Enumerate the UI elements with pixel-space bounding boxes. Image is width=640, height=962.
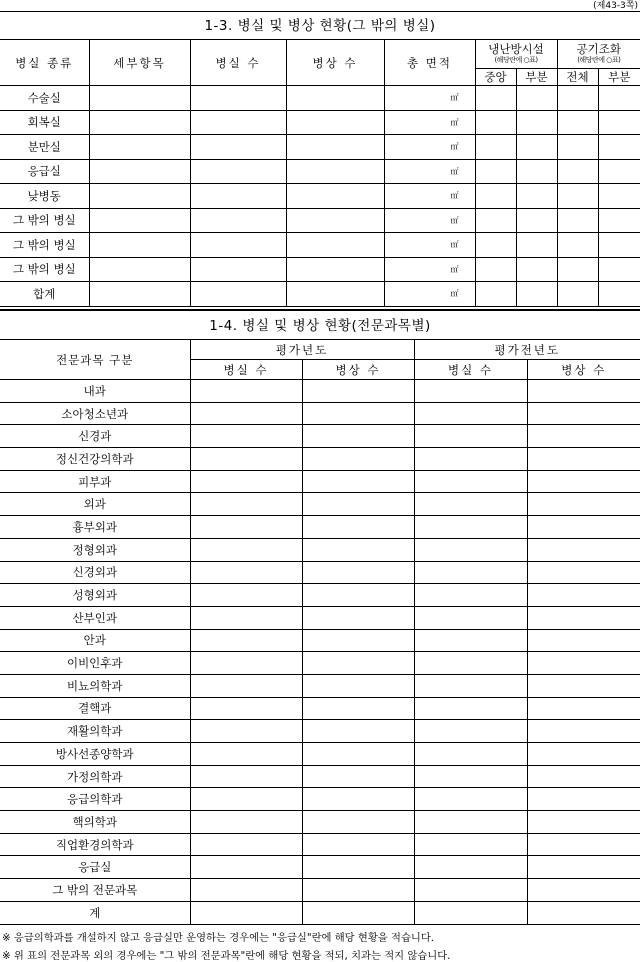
entry-cell[interactable]: [598, 208, 640, 233]
specialty-label: 외과: [0, 493, 190, 516]
entry-cell[interactable]: [190, 470, 302, 493]
entry-cell[interactable]: [414, 697, 527, 720]
entry-cell[interactable]: [414, 561, 527, 584]
entry-cell[interactable]: [190, 233, 286, 258]
entry-cell[interactable]: [527, 652, 640, 675]
specialty-row: [0, 720, 640, 743]
entry-cell[interactable]: [190, 652, 302, 675]
entry-cell[interactable]: [89, 86, 190, 111]
entry-cell[interactable]: [414, 380, 527, 403]
header-whole: 전체: [557, 69, 598, 86]
entry-cell[interactable]: [527, 538, 640, 561]
specialty-row: [0, 470, 640, 493]
entry-cell[interactable]: [190, 811, 302, 834]
entry-cell[interactable]: [527, 674, 640, 697]
entry-cell[interactable]: [414, 833, 527, 856]
entry-cell[interactable]: [414, 448, 527, 471]
room-type-label: 수술실: [0, 86, 89, 111]
entry-cell[interactable]: [516, 208, 557, 233]
specialty-label: 계: [0, 901, 190, 924]
specialty-row: [0, 448, 640, 471]
entry-cell[interactable]: [516, 257, 557, 282]
entry-cell[interactable]: [475, 282, 516, 307]
entry-cell[interactable]: [516, 282, 557, 307]
specialty-row: [0, 833, 640, 856]
page-number: (제43-3쪽): [593, 1, 638, 11]
entry-cell[interactable]: [475, 86, 516, 111]
entry-cell[interactable]: [190, 561, 302, 584]
entry-cell[interactable]: [190, 493, 302, 516]
entry-cell[interactable]: [286, 282, 384, 307]
entry-cell[interactable]: [302, 448, 414, 471]
entry-cell[interactable]: [89, 233, 190, 258]
entry-cell[interactable]: [286, 257, 384, 282]
specialty-label: 비뇨의학과: [0, 674, 190, 697]
entry-cell[interactable]: [527, 879, 640, 902]
entry-cell[interactable]: [302, 833, 414, 856]
entry-cell[interactable]: [475, 184, 516, 209]
entry-cell[interactable]: [302, 629, 414, 652]
entry-cell[interactable]: [414, 901, 527, 924]
entry-cell[interactable]: [598, 184, 640, 209]
total-area-cell[interactable]: ㎡: [384, 282, 475, 307]
entry-cell[interactable]: [89, 159, 190, 184]
entry-cell[interactable]: [516, 135, 557, 160]
entry-cell[interactable]: [302, 402, 414, 425]
specialty-label: 내과: [0, 380, 190, 403]
specialty-label: 산부인과: [0, 606, 190, 629]
specialty-row: [0, 629, 640, 652]
entry-cell[interactable]: [190, 743, 302, 766]
entry-cell[interactable]: [516, 233, 557, 258]
room-type-row: [0, 135, 640, 160]
entry-cell[interactable]: [89, 282, 190, 307]
entry-cell[interactable]: [414, 652, 527, 675]
entry-cell[interactable]: [475, 257, 516, 282]
header-partial: 부분: [516, 69, 557, 86]
entry-cell[interactable]: [557, 159, 598, 184]
entry-cell[interactable]: [414, 720, 527, 743]
specialty-row: [0, 516, 640, 539]
total-area-cell[interactable]: ㎡: [384, 86, 475, 111]
entry-cell[interactable]: [286, 208, 384, 233]
entry-cell[interactable]: [475, 110, 516, 135]
header-air-label: 공기조화: [576, 42, 621, 56]
entry-cell[interactable]: [190, 282, 286, 307]
header-prev-year: 평가전년도: [414, 340, 640, 360]
entry-cell[interactable]: [414, 765, 527, 788]
entry-cell[interactable]: [475, 233, 516, 258]
entry-cell[interactable]: [190, 720, 302, 743]
entry-cell[interactable]: [516, 184, 557, 209]
specialty-row: [0, 402, 640, 425]
entry-cell[interactable]: [516, 110, 557, 135]
entry-cell[interactable]: [475, 159, 516, 184]
entry-cell[interactable]: [286, 184, 384, 209]
room-type-label: 회복실: [0, 110, 89, 135]
entry-cell[interactable]: [302, 516, 414, 539]
room-type-table: [0, 39, 640, 307]
entry-cell[interactable]: [598, 86, 640, 111]
entry-cell[interactable]: [527, 901, 640, 924]
entry-cell[interactable]: [414, 584, 527, 607]
entry-cell[interactable]: [414, 788, 527, 811]
entry-cell[interactable]: [302, 811, 414, 834]
entry-cell[interactable]: [302, 879, 414, 902]
specialty-label: 신경과: [0, 425, 190, 448]
entry-cell[interactable]: [302, 606, 414, 629]
specialty-row: [0, 606, 640, 629]
entry-cell[interactable]: [190, 856, 302, 879]
specialty-table: [0, 339, 640, 925]
specialty-label: 성형외과: [0, 584, 190, 607]
entry-cell[interactable]: [286, 159, 384, 184]
entry-cell[interactable]: [414, 811, 527, 834]
entry-cell[interactable]: [302, 652, 414, 675]
specialty-row: [0, 901, 640, 924]
room-type-label: 그 밖의 병실: [0, 208, 89, 233]
entry-cell[interactable]: [557, 208, 598, 233]
entry-cell[interactable]: [302, 765, 414, 788]
entry-cell[interactable]: [557, 86, 598, 111]
total-area-cell[interactable]: ㎡: [384, 208, 475, 233]
entry-cell[interactable]: [190, 448, 302, 471]
entry-cell[interactable]: [516, 86, 557, 111]
header-eval-room-count: 병실 수: [190, 360, 302, 380]
section2-title: 1-4. 병실 및 병상 현황(전문과목별): [209, 318, 431, 334]
entry-cell[interactable]: [527, 811, 640, 834]
entry-cell[interactable]: [598, 233, 640, 258]
entry-cell[interactable]: [527, 470, 640, 493]
header-partial2: 부분: [598, 69, 640, 86]
room-type-label: 낮병동: [0, 184, 89, 209]
header-central: 중앙: [475, 69, 516, 86]
entry-cell[interactable]: [475, 135, 516, 160]
specialty-label: 가정의학과: [0, 765, 190, 788]
entry-cell[interactable]: [414, 493, 527, 516]
entry-cell[interactable]: [527, 561, 640, 584]
entry-cell[interactable]: [286, 233, 384, 258]
specialty-label: 흉부외과: [0, 516, 190, 539]
specialty-row: [0, 380, 640, 403]
entry-cell[interactable]: [527, 425, 640, 448]
entry-cell[interactable]: [527, 720, 640, 743]
specialty-label: 응급실: [0, 856, 190, 879]
entry-cell[interactable]: [527, 448, 640, 471]
room-type-label: 그 밖의 병실: [0, 233, 89, 258]
room-type-row: [0, 208, 640, 233]
entry-cell[interactable]: [527, 606, 640, 629]
entry-cell[interactable]: [557, 282, 598, 307]
entry-cell[interactable]: [527, 584, 640, 607]
entry-cell[interactable]: [557, 110, 598, 135]
entry-cell[interactable]: [414, 743, 527, 766]
section1-title: 1-3. 병실 및 병상 현황(그 밖의 병실): [204, 18, 436, 34]
entry-cell[interactable]: [190, 425, 302, 448]
entry-cell[interactable]: [527, 765, 640, 788]
entry-cell[interactable]: [190, 538, 302, 561]
entry-cell[interactable]: [527, 516, 640, 539]
entry-cell[interactable]: [414, 856, 527, 879]
entry-cell[interactable]: [302, 425, 414, 448]
entry-cell[interactable]: [89, 184, 190, 209]
entry-cell[interactable]: [414, 606, 527, 629]
specialty-label: 직업환경의학과: [0, 833, 190, 856]
header-prev-room-count: 병실 수: [414, 360, 527, 380]
entry-cell[interactable]: [190, 159, 286, 184]
entry-cell[interactable]: [414, 879, 527, 902]
entry-cell[interactable]: [414, 674, 527, 697]
entry-cell[interactable]: [516, 159, 557, 184]
entry-cell[interactable]: [286, 110, 384, 135]
specialty-label: 안과: [0, 629, 190, 652]
entry-cell[interactable]: [557, 233, 598, 258]
entry-cell[interactable]: [414, 516, 527, 539]
entry-cell[interactable]: [557, 257, 598, 282]
entry-cell[interactable]: [527, 788, 640, 811]
entry-cell[interactable]: [190, 110, 286, 135]
room-type-label: 합계: [0, 282, 89, 307]
header-air-note: (해당란에 ○표): [577, 56, 621, 64]
entry-cell[interactable]: [286, 86, 384, 111]
specialty-label: 정형외과: [0, 538, 190, 561]
entry-cell[interactable]: [598, 257, 640, 282]
room-type-row: [0, 184, 640, 209]
specialty-label: 신경외과: [0, 561, 190, 584]
room-type-row: [0, 257, 640, 282]
entry-cell[interactable]: [302, 584, 414, 607]
total-area-cell[interactable]: ㎡: [384, 110, 475, 135]
entry-cell[interactable]: [302, 697, 414, 720]
header-hvac: [475, 40, 557, 69]
entry-cell[interactable]: [190, 584, 302, 607]
total-area-cell[interactable]: ㎡: [384, 233, 475, 258]
header-hvac-label: 냉난방시설: [488, 42, 544, 56]
specialty-row: [0, 788, 640, 811]
total-area-cell[interactable]: ㎡: [384, 257, 475, 282]
entry-cell[interactable]: [557, 135, 598, 160]
entry-cell[interactable]: [414, 470, 527, 493]
total-area-cell[interactable]: ㎡: [384, 184, 475, 209]
entry-cell[interactable]: [527, 856, 640, 879]
specialty-label: 결핵과: [0, 697, 190, 720]
specialty-label: 정신건강의학과: [0, 448, 190, 471]
specialty-row: [0, 584, 640, 607]
room-type-row: [0, 233, 640, 258]
specialty-row: [0, 561, 640, 584]
entry-cell[interactable]: [598, 110, 640, 135]
entry-cell[interactable]: [302, 561, 414, 584]
header-room-count: 병실 수: [190, 40, 286, 86]
specialty-row: [0, 697, 640, 720]
entry-cell[interactable]: [598, 159, 640, 184]
entry-cell[interactable]: [286, 135, 384, 160]
entry-cell[interactable]: [190, 380, 302, 403]
entry-cell[interactable]: [302, 380, 414, 403]
header-prev-bed-count: 병상 수: [527, 360, 640, 380]
entry-cell[interactable]: [527, 833, 640, 856]
entry-cell[interactable]: [527, 629, 640, 652]
header-eval-year: 평가년도: [190, 340, 414, 360]
header-hvac-note: (해당란에 ○표): [494, 56, 538, 64]
specialty-row: [0, 674, 640, 697]
specialty-label: 그 밖의 전문과목: [0, 879, 190, 902]
entry-cell[interactable]: [527, 380, 640, 403]
specialty-label: 방사선종양학과: [0, 743, 190, 766]
entry-cell[interactable]: [414, 425, 527, 448]
entry-cell[interactable]: [89, 135, 190, 160]
room-type-label: 분만실: [0, 135, 89, 160]
room-type-row: [0, 110, 640, 135]
entry-cell[interactable]: [598, 135, 640, 160]
specialty-row: [0, 765, 640, 788]
entry-cell[interactable]: [302, 470, 414, 493]
note-1: ※ 응급의학과를 개설하지 않고 응급실만 운영하는 경우에는 "응급실"란에 해당 현황을 적습니다.: [2, 932, 435, 944]
entry-cell[interactable]: [302, 674, 414, 697]
entry-cell[interactable]: [89, 257, 190, 282]
entry-cell[interactable]: [557, 184, 598, 209]
specialty-label: 핵의학과: [0, 811, 190, 834]
entry-cell[interactable]: [190, 402, 302, 425]
room-type-row: [0, 86, 640, 111]
entry-cell[interactable]: [89, 208, 190, 233]
entry-cell[interactable]: [527, 402, 640, 425]
specialty-row: [0, 743, 640, 766]
top-rule: [0, 11, 640, 12]
header-bed-count: 병상 수: [286, 40, 384, 86]
specialty-row: [0, 425, 640, 448]
note-2: ※ 위 표의 전문과목 외의 경우에는 "그 밖의 전문과목"란에 해당 현황을 적되, 치과는 적지 않습니다.: [2, 950, 451, 962]
entry-cell[interactable]: [190, 135, 286, 160]
entry-cell[interactable]: [89, 110, 190, 135]
entry-cell[interactable]: [190, 833, 302, 856]
entry-cell[interactable]: [190, 788, 302, 811]
entry-cell[interactable]: [302, 493, 414, 516]
specialty-row: [0, 811, 640, 834]
entry-cell[interactable]: [190, 257, 286, 282]
specialty-row: [0, 652, 640, 675]
specialty-label: 이비인후과: [0, 652, 190, 675]
header-specialty: 전문과목 구분: [0, 340, 190, 380]
entry-cell[interactable]: [527, 493, 640, 516]
specialty-label: 피부과: [0, 470, 190, 493]
entry-cell[interactable]: [190, 901, 302, 924]
entry-cell[interactable]: [190, 697, 302, 720]
total-area-cell[interactable]: ㎡: [384, 159, 475, 184]
entry-cell[interactable]: [598, 282, 640, 307]
entry-cell[interactable]: [190, 606, 302, 629]
room-type-row: [0, 159, 640, 184]
specialty-label: 재활의학과: [0, 720, 190, 743]
entry-cell[interactable]: [190, 208, 286, 233]
entry-cell[interactable]: [414, 402, 527, 425]
entry-cell[interactable]: [302, 788, 414, 811]
entry-cell[interactable]: [302, 856, 414, 879]
specialty-row: [0, 856, 640, 879]
specialty-label: 소아청소년과: [0, 402, 190, 425]
entry-cell[interactable]: [414, 629, 527, 652]
entry-cell[interactable]: [475, 208, 516, 233]
specialty-row: [0, 493, 640, 516]
entry-cell[interactable]: [190, 86, 286, 111]
header-detail: 세부항목: [89, 40, 190, 86]
header-eval-bed-count: 병상 수: [302, 360, 414, 380]
entry-cell[interactable]: [302, 901, 414, 924]
entry-cell[interactable]: [190, 516, 302, 539]
room-type-label: 응급실: [0, 159, 89, 184]
room-type-row: [0, 282, 640, 307]
header-room-type: 병실 종류: [0, 40, 89, 86]
section-divider: [0, 309, 640, 311]
entry-cell[interactable]: [190, 184, 286, 209]
header-total-area: 총 면적: [384, 40, 475, 86]
entry-cell[interactable]: [302, 538, 414, 561]
entry-cell[interactable]: [190, 629, 302, 652]
entry-cell[interactable]: [190, 674, 302, 697]
entry-cell[interactable]: [190, 765, 302, 788]
entry-cell[interactable]: [190, 879, 302, 902]
entry-cell[interactable]: [527, 697, 640, 720]
total-area-cell[interactable]: ㎡: [384, 135, 475, 160]
header-air: [557, 40, 640, 69]
entry-cell[interactable]: [302, 743, 414, 766]
specialty-label: 응급의학과: [0, 788, 190, 811]
room-type-label: 그 밖의 병실: [0, 257, 89, 282]
entry-cell[interactable]: [302, 720, 414, 743]
specialty-row: [0, 538, 640, 561]
specialty-row: [0, 879, 640, 902]
entry-cell[interactable]: [527, 743, 640, 766]
entry-cell[interactable]: [414, 538, 527, 561]
